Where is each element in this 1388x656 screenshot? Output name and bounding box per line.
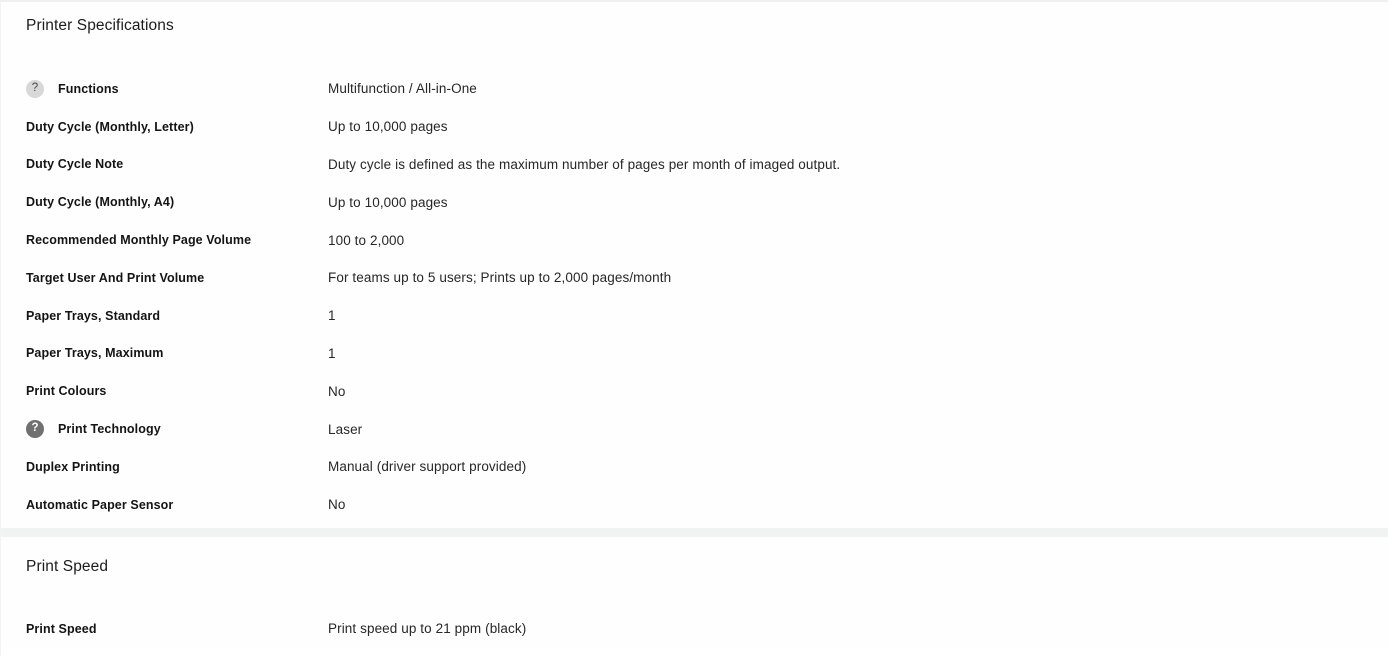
spec-row [26,183,1388,221]
spec-row [26,108,1388,146]
spec-label-cell [26,309,328,323]
spec-row [26,70,1388,108]
spec-label-cell [26,346,328,360]
spec-label-cell [26,622,328,636]
spec-label-cell [26,498,328,512]
spec-label: Target User And Print Volume [26,270,205,285]
spec-value: For teams up to 5 users; Prints up to 2,000 pages/month [328,270,672,286]
spec-label-cell [26,233,328,247]
spec-label: Automatic Paper Sensor [26,497,174,512]
spec-value: Manual (driver support provided) [328,459,527,475]
spec-value: Up to 10,000 pages [328,119,448,135]
spec-row [26,610,1388,648]
spec-label: Paper Trays, Standard [26,308,161,323]
spec-label-cell [26,157,328,171]
spec-row [26,221,1388,259]
spec-row [26,146,1388,184]
spec-value: 1 [328,345,336,361]
spec-label-cell [26,420,328,438]
spec-label: Print Colours [26,384,107,399]
spec-row [26,297,1388,335]
section-title-printer-specifications: Printer Specifications [26,17,174,34]
spec-value: Print speed up to 21 ppm (black) [328,621,527,637]
spec-value: Up to 10,000 pages [328,194,448,210]
spec-value: No [328,497,346,513]
spec-row [26,335,1388,373]
spec-row [26,372,1388,410]
spec-label: Print Technology [58,422,161,437]
spec-label: Recommended Monthly Page Volume [26,233,252,248]
spec-label-cell [26,120,328,134]
spec-label: Duty Cycle Note [26,157,124,172]
spec-row [26,448,1388,486]
spec-row [26,410,1388,448]
spec-value: Multifunction / All-in-One [328,81,477,97]
help-icon-glyph: ? [31,422,39,435]
spec-value: Duty cycle is defined as the maximum number of pages per month of imaged output. [328,156,841,172]
section-title-print-speed: Print Speed [26,558,109,575]
spec-rows-print-speed [26,610,1388,648]
help-icon[interactable] [26,80,44,98]
spec-row [26,486,1388,524]
section-print-speed [1,537,1388,647]
spec-rows-printer-specifications [26,70,1388,524]
spec-label: Duplex Printing [26,459,120,474]
section-printer-specifications [1,2,1388,528]
spec-value: Laser [328,421,363,437]
spec-value: No [328,383,346,399]
help-icon[interactable] [26,420,44,438]
help-icon-glyph: ? [31,82,39,95]
spec-label: Duty Cycle (Monthly, Letter) [26,119,194,134]
spec-label-cell [26,80,328,98]
spec-value: 100 to 2,000 [328,232,405,248]
section-divider [1,528,1388,537]
spec-label: Functions [58,81,119,96]
spec-label-cell [26,460,328,474]
spec-label-cell [26,271,328,285]
spec-label: Paper Trays, Maximum [26,346,164,361]
spec-value: 1 [328,308,336,324]
spec-label: Duty Cycle (Monthly, A4) [26,195,175,210]
spec-label: Print Speed [26,621,97,636]
spec-label-cell [26,195,328,209]
spec-label-cell [26,384,328,398]
spec-row [26,259,1388,297]
